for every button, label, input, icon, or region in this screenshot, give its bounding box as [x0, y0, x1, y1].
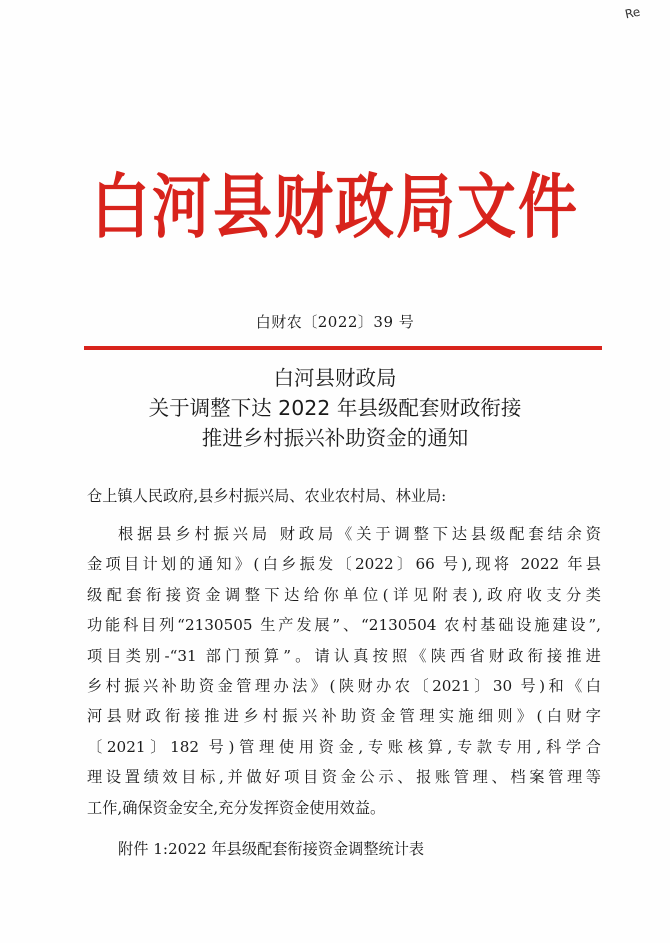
notice-title-line: 推进乡村振兴补助资金的通知: [201, 426, 469, 450]
body-line: 项目类别-“31 部门预算”。请认真按照《陕西省财政衔接推进: [87, 646, 601, 665]
red-divider-line: [84, 346, 602, 350]
body-line: 理设置绩效目标,并做好项目资金公示、报账管理、档案管理等: [87, 768, 601, 787]
document-header-title: 白河县财政局文件: [90, 166, 579, 248]
document-number: 白财农〔2022〕39 号: [255, 313, 415, 331]
body-line: 〔2021〕182 号)管理使用资金,专账核算,专款专用,科学合: [87, 737, 601, 756]
body-line: 级配套衔接资金调整下达给你单位(详见附表),政府收支分类: [87, 585, 601, 604]
body-line: 乡村振兴补助资金管理办法》(陕财办农〔2021〕30 号)和《白: [87, 677, 601, 696]
recipients-line: 仓上镇人民政府,县乡村振兴局、农业农村局、林业局:: [87, 487, 447, 505]
notice-title-line: 关于调整下达 2022 年县级配套财政衔接: [148, 396, 522, 420]
body-line: 金项目计划的通知》(白乡振发〔2022〕66 号),现将 2022 年县: [87, 555, 601, 574]
handwritten-mark: Re: [623, 4, 642, 22]
notice-title-line: 白河县财政局: [273, 366, 397, 390]
body-line: 工作,确保资金安全,充分发挥资金使用效益。: [87, 798, 386, 817]
attachment-line: 附件 1:2022 年县级配套衔接资金调整统计表: [118, 840, 425, 858]
body-line: 功能科目列“2130505 生产发展”、“2130504 农村基础设施建设”,: [87, 616, 601, 635]
notice-title: [0, 363, 670, 453]
body-line: 河县财政衔接推进乡村振兴补助资金管理实施细则》(白财字: [87, 707, 601, 726]
body-paragraph: [87, 519, 601, 823]
body-line: 根据县乡村振兴局 财政局《关于调整下达县级配套结余资: [118, 525, 601, 543]
